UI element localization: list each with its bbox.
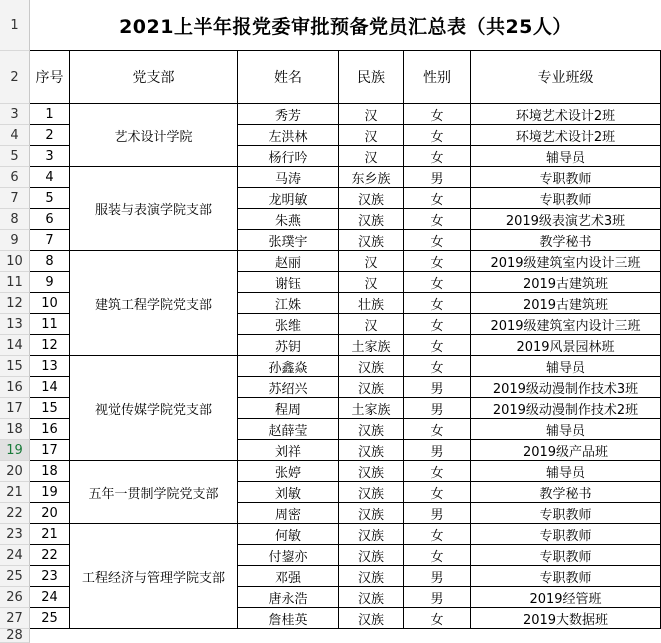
row-header[interactable]: 2 (0, 51, 30, 104)
gender-cell[interactable]: 男 (404, 377, 471, 398)
gender-cell[interactable]: 男 (404, 440, 471, 461)
ethnicity-cell[interactable]: 汉 (339, 125, 404, 146)
class-cell[interactable]: 2019级建筑室内设计三班 (471, 251, 661, 272)
class-cell[interactable]: 2019经管班 (471, 587, 661, 608)
seq-cell[interactable]: 7 (30, 230, 70, 251)
name-cell[interactable]: 杨行吟 (238, 146, 339, 167)
name-cell[interactable]: 邓强 (238, 566, 339, 587)
name-cell[interactable]: 左洪林 (238, 125, 339, 146)
row-header[interactable]: 21 (0, 482, 30, 503)
class-cell[interactable]: 辅导员 (471, 419, 661, 440)
class-cell[interactable]: 专职教师 (471, 503, 661, 524)
class-cell[interactable]: 教学秘书 (471, 482, 661, 503)
ethnicity-cell[interactable]: 汉 (339, 146, 404, 167)
name-cell[interactable]: 张婷 (238, 461, 339, 482)
seq-cell[interactable]: 19 (30, 482, 70, 503)
row-header[interactable]: 20 (0, 461, 30, 482)
row-header[interactable]: 11 (0, 272, 30, 293)
class-cell[interactable]: 环境艺术设计2班 (471, 104, 661, 125)
ethnicity-cell[interactable]: 汉族 (339, 209, 404, 230)
name-cell[interactable]: 何敏 (238, 524, 339, 545)
ethnicity-cell[interactable]: 汉族 (339, 545, 404, 566)
seq-cell[interactable]: 24 (30, 587, 70, 608)
name-cell[interactable]: 马涛 (238, 167, 339, 188)
ethnicity-cell[interactable]: 东乡族 (339, 167, 404, 188)
seq-cell[interactable]: 22 (30, 545, 70, 566)
gender-cell[interactable]: 男 (404, 167, 471, 188)
name-cell[interactable]: 程周 (238, 398, 339, 419)
row-header[interactable]: 3 (0, 104, 30, 125)
row-header[interactable]: 27 (0, 608, 30, 629)
seq-cell[interactable]: 11 (30, 314, 70, 335)
ethnicity-cell[interactable]: 汉 (339, 104, 404, 125)
gender-cell[interactable]: 女 (404, 272, 471, 293)
class-cell[interactable]: 辅导员 (471, 461, 661, 482)
class-cell[interactable]: 专职教师 (471, 545, 661, 566)
seq-cell[interactable]: 2 (30, 125, 70, 146)
gender-cell[interactable]: 男 (404, 566, 471, 587)
class-cell[interactable]: 辅导员 (471, 146, 661, 167)
class-cell[interactable]: 2019古建筑班 (471, 272, 661, 293)
name-cell[interactable]: 龙明敏 (238, 188, 339, 209)
ethnicity-cell[interactable]: 汉族 (339, 461, 404, 482)
row-header[interactable]: 26 (0, 587, 30, 608)
branch-cell[interactable]: 服装与表演学院支部 (70, 167, 238, 251)
seq-cell[interactable]: 16 (30, 419, 70, 440)
row-header[interactable]: 22 (0, 503, 30, 524)
class-cell[interactable]: 2019级动漫制作技术2班 (471, 398, 661, 419)
name-cell[interactable]: 唐永浩 (238, 587, 339, 608)
name-cell[interactable]: 刘敏 (238, 482, 339, 503)
name-cell[interactable]: 赵薛莹 (238, 419, 339, 440)
name-cell[interactable]: 刘祥 (238, 440, 339, 461)
seq-cell[interactable]: 18 (30, 461, 70, 482)
seq-cell[interactable]: 17 (30, 440, 70, 461)
seq-cell[interactable]: 12 (30, 335, 70, 356)
seq-cell[interactable]: 20 (30, 503, 70, 524)
column-header-branch: 党支部 (70, 51, 238, 104)
seq-cell[interactable]: 10 (30, 293, 70, 314)
seq-cell[interactable]: 15 (30, 398, 70, 419)
class-cell[interactable]: 专职教师 (471, 188, 661, 209)
ethnicity-cell[interactable]: 汉族 (339, 230, 404, 251)
name-cell[interactable]: 苏绍兴 (238, 377, 339, 398)
seq-cell[interactable]: 9 (30, 272, 70, 293)
row-header[interactable]: 14 (0, 335, 30, 356)
gender-cell[interactable]: 女 (404, 146, 471, 167)
branch-cell[interactable]: 五年一贯制学院党支部 (70, 461, 238, 524)
ethnicity-cell[interactable]: 汉 (339, 272, 404, 293)
seq-cell[interactable]: 4 (30, 167, 70, 188)
ethnicity-cell[interactable]: 汉 (339, 314, 404, 335)
row-header[interactable]: 23 (0, 524, 30, 545)
row-header[interactable]: 16 (0, 377, 30, 398)
row-header[interactable]: 4 (0, 125, 30, 146)
column-header-name: 姓名 (238, 51, 339, 104)
gender-cell[interactable]: 女 (404, 188, 471, 209)
row-header[interactable]: 8 (0, 209, 30, 230)
gender-cell[interactable]: 女 (404, 335, 471, 356)
gender-cell[interactable]: 女 (404, 419, 471, 440)
seq-cell[interactable]: 5 (30, 188, 70, 209)
gender-cell[interactable]: 男 (404, 587, 471, 608)
name-cell[interactable]: 张维 (238, 314, 339, 335)
class-cell[interactable]: 2019级产品班 (471, 440, 661, 461)
row-header[interactable]: 9 (0, 230, 30, 251)
row-header[interactable]: 5 (0, 146, 30, 167)
ethnicity-cell[interactable]: 汉族 (339, 356, 404, 377)
ethnicity-cell[interactable]: 汉族 (339, 608, 404, 629)
ethnicity-cell[interactable]: 土家族 (339, 335, 404, 356)
gender-cell[interactable]: 女 (404, 230, 471, 251)
gender-cell[interactable]: 女 (404, 209, 471, 230)
seq-cell[interactable]: 6 (30, 209, 70, 230)
ethnicity-cell[interactable]: 汉族 (339, 482, 404, 503)
gender-cell[interactable]: 女 (404, 461, 471, 482)
ethnicity-cell[interactable]: 汉族 (339, 188, 404, 209)
seq-cell[interactable]: 1 (30, 104, 70, 125)
name-cell[interactable]: 谢钰 (238, 272, 339, 293)
name-cell[interactable]: 詹桂英 (238, 608, 339, 629)
ethnicity-cell[interactable]: 壮族 (339, 293, 404, 314)
branch-cell[interactable]: 视觉传媒学院党支部 (70, 356, 238, 461)
name-cell[interactable]: 周密 (238, 503, 339, 524)
row-header[interactable]: 12 (0, 293, 30, 314)
gender-cell[interactable]: 女 (404, 524, 471, 545)
class-cell[interactable]: 2019级表演艺术3班 (471, 209, 661, 230)
row-header[interactable]: 19 (0, 440, 30, 461)
row-header[interactable]: 1 (0, 0, 30, 51)
gender-cell[interactable]: 女 (404, 608, 471, 629)
gender-cell[interactable]: 男 (404, 398, 471, 419)
class-cell[interactable]: 2019大数据班 (471, 608, 661, 629)
column-header-ethnicity: 民族 (339, 51, 404, 104)
name-cell[interactable]: 江姝 (238, 293, 339, 314)
gender-cell[interactable]: 女 (404, 251, 471, 272)
seq-cell[interactable]: 13 (30, 356, 70, 377)
name-cell[interactable]: 孙鑫焱 (238, 356, 339, 377)
class-cell[interactable]: 2019级动漫制作技术3班 (471, 377, 661, 398)
gender-cell[interactable]: 女 (404, 314, 471, 335)
gender-cell[interactable]: 女 (404, 356, 471, 377)
row-header[interactable]: 25 (0, 566, 30, 587)
class-cell[interactable]: 2019级建筑室内设计三班 (471, 314, 661, 335)
gender-cell[interactable]: 女 (404, 482, 471, 503)
class-cell[interactable]: 2019古建筑班 (471, 293, 661, 314)
seq-cell[interactable]: 8 (30, 251, 70, 272)
gender-cell[interactable]: 女 (404, 545, 471, 566)
ethnicity-cell[interactable]: 汉 (339, 251, 404, 272)
row-header[interactable]: 13 (0, 314, 30, 335)
gender-cell[interactable]: 女 (404, 293, 471, 314)
sheet-title: 2021上半年报党委审批预备党员汇总表（共25人） (30, 0, 661, 51)
row-header[interactable]: 28 (0, 629, 30, 643)
seq-cell[interactable]: 25 (30, 608, 70, 629)
branch-cell[interactable]: 艺术设计学院 (70, 104, 238, 167)
row-header[interactable]: 17 (0, 398, 30, 419)
class-cell[interactable]: 环境艺术设计2班 (471, 125, 661, 146)
class-cell[interactable]: 教学秘书 (471, 230, 661, 251)
ethnicity-cell[interactable]: 汉族 (339, 377, 404, 398)
column-header-seq: 序号 (30, 51, 70, 104)
ethnicity-cell[interactable]: 汉族 (339, 566, 404, 587)
ethnicity-cell[interactable]: 汉族 (339, 587, 404, 608)
ethnicity-cell[interactable]: 汉族 (339, 503, 404, 524)
gender-cell[interactable]: 女 (404, 125, 471, 146)
ethnicity-cell[interactable]: 土家族 (339, 398, 404, 419)
branch-cell[interactable]: 工程经济与管理学院支部 (70, 524, 238, 629)
name-cell[interactable]: 秀芳 (238, 104, 339, 125)
ethnicity-cell[interactable]: 汉族 (339, 440, 404, 461)
ethnicity-cell[interactable]: 汉族 (339, 419, 404, 440)
class-cell[interactable]: 辅导员 (471, 356, 661, 377)
class-cell[interactable]: 专职教师 (471, 167, 661, 188)
row-header[interactable]: 10 (0, 251, 30, 272)
name-cell[interactable]: 付鋆亦 (238, 545, 339, 566)
row-header[interactable]: 18 (0, 419, 30, 440)
seq-cell[interactable]: 21 (30, 524, 70, 545)
seq-cell[interactable]: 3 (30, 146, 70, 167)
branch-cell[interactable]: 建筑工程学院党支部 (70, 251, 238, 356)
name-cell[interactable]: 苏钥 (238, 335, 339, 356)
name-cell[interactable]: 张璞宇 (238, 230, 339, 251)
class-cell[interactable]: 2019风景园林班 (471, 335, 661, 356)
seq-cell[interactable]: 23 (30, 566, 70, 587)
seq-cell[interactable]: 14 (30, 377, 70, 398)
row-header[interactable]: 6 (0, 167, 30, 188)
gender-cell[interactable]: 女 (404, 104, 471, 125)
gender-cell[interactable]: 男 (404, 503, 471, 524)
column-header-gender: 性别 (404, 51, 471, 104)
name-cell[interactable]: 朱燕 (238, 209, 339, 230)
class-cell[interactable]: 专职教师 (471, 524, 661, 545)
column-header-class: 专业班级 (471, 51, 661, 104)
ethnicity-cell[interactable]: 汉族 (339, 524, 404, 545)
class-cell[interactable]: 专职教师 (471, 566, 661, 587)
row-header[interactable]: 24 (0, 545, 30, 566)
name-cell[interactable]: 赵丽 (238, 251, 339, 272)
row-header[interactable]: 15 (0, 356, 30, 377)
row-header[interactable]: 7 (0, 188, 30, 209)
